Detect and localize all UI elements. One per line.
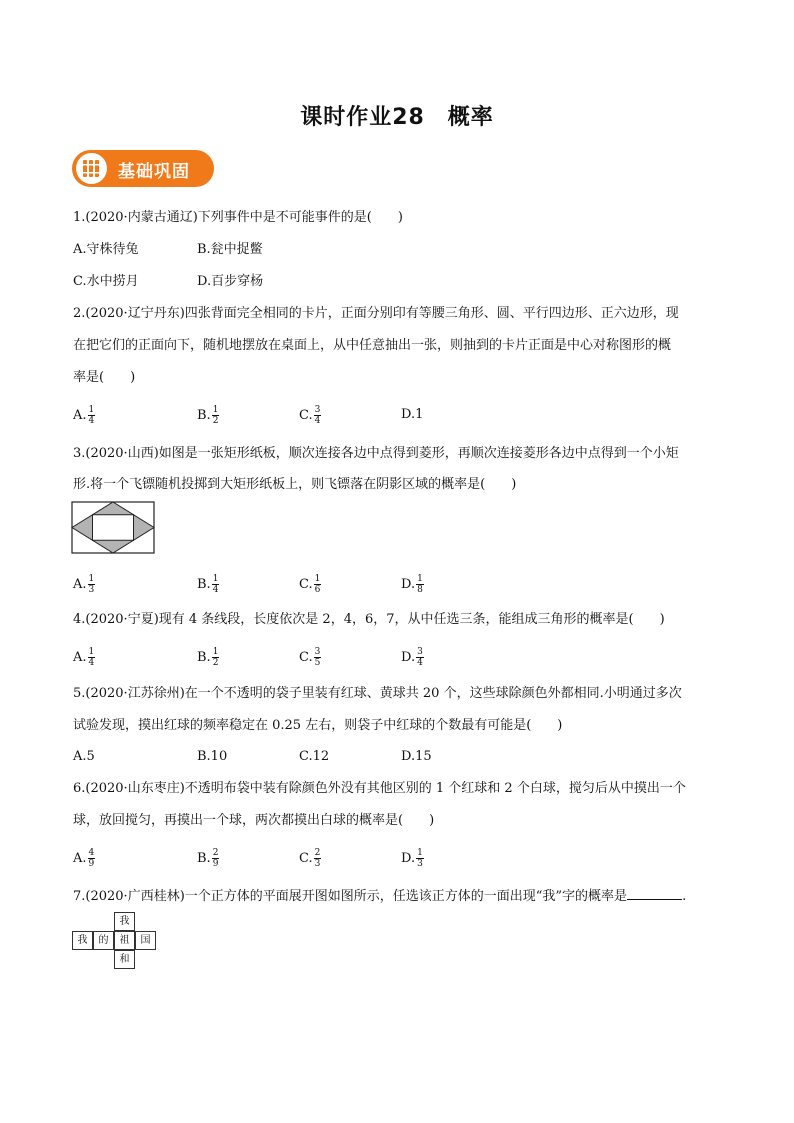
fraction bbox=[212, 574, 220, 595]
numerator: 4 bbox=[88, 848, 95, 858]
denominator: 4 bbox=[212, 585, 219, 595]
option-letter: B. bbox=[197, 577, 211, 592]
numerator: 3 bbox=[314, 647, 321, 657]
q2-option-b bbox=[197, 405, 219, 426]
q2-option-c bbox=[299, 405, 321, 426]
net-cell-row-1: 我 bbox=[72, 931, 93, 950]
fraction bbox=[416, 574, 424, 595]
q1-option-d: D.百步穿杨 bbox=[197, 274, 264, 289]
net-cell-bottom: 和 bbox=[114, 950, 135, 969]
option-letter: B. bbox=[197, 851, 211, 866]
fraction bbox=[314, 848, 322, 869]
fraction bbox=[88, 848, 96, 869]
q4-option-d bbox=[401, 647, 424, 668]
denominator: 6 bbox=[314, 585, 321, 595]
option-letter: C. bbox=[299, 408, 313, 423]
books-icon bbox=[76, 153, 107, 184]
option-letter: B. bbox=[197, 408, 211, 423]
q7-stem-end: . bbox=[682, 889, 687, 904]
denominator: 8 bbox=[417, 585, 423, 595]
q4-option-c bbox=[299, 647, 321, 668]
q5-stem-line-1: 5.(2020·江苏徐州)在一个不透明的袋子里装有红球、黄球共 20 个，这些球除颜色外都相同.小明通过多次 bbox=[73, 686, 682, 701]
q2-stem-line-1: 2.(2020·辽宁丹东)四张背面完全相同的卡片，正面分别印有等腰三角形、圆、平行四边形、正六边形，现 bbox=[73, 306, 679, 321]
q7-cube-net bbox=[72, 912, 156, 969]
denominator: 4 bbox=[417, 658, 423, 668]
q1-option-b: B.瓮中捉鳖 bbox=[197, 242, 263, 257]
numerator: 1 bbox=[88, 647, 95, 657]
q3-stem-line-2: 形.将一个飞镖随机投掷到大矩形纸板上，则飞镖落在阴影区域的概率是( ) bbox=[73, 477, 517, 492]
option-letter: D. bbox=[401, 851, 416, 866]
numerator: 1 bbox=[212, 405, 219, 415]
denominator: 3 bbox=[417, 859, 423, 869]
q5-option-d: D.15 bbox=[401, 749, 432, 764]
denominator: 4 bbox=[314, 416, 321, 426]
option-letter: C. bbox=[299, 851, 313, 866]
option-letter: C. bbox=[299, 650, 313, 665]
net-cell-row-4: 国 bbox=[135, 931, 156, 950]
q3-stem-line-1: 3.(2020·山西)如图是一张矩形纸板，顺次连接各边中点得到菱形，再顺次连接菱形各边中点得到一个小矩 bbox=[73, 446, 679, 461]
denominator: 5 bbox=[314, 658, 321, 668]
q3-option-c bbox=[299, 574, 321, 595]
answer-blank bbox=[627, 887, 682, 900]
numerator: 1 bbox=[417, 848, 423, 858]
fraction bbox=[88, 647, 96, 668]
fraction bbox=[416, 647, 424, 668]
fraction bbox=[88, 574, 96, 595]
denominator: 3 bbox=[88, 585, 95, 595]
denominator: 4 bbox=[88, 658, 95, 668]
q3-option-a bbox=[73, 574, 95, 595]
q2-option-a bbox=[73, 405, 95, 426]
section-badge-label: 基础巩固 bbox=[118, 162, 190, 182]
denominator: 2 bbox=[212, 658, 219, 668]
q4-stem: 4.(2020·宁夏)现有 4 条线段，长度依次是 2，4，6，7，从中任选三条，能组成三角形的概率是( ) bbox=[73, 612, 665, 627]
denominator: 9 bbox=[212, 859, 219, 869]
fraction bbox=[314, 574, 322, 595]
numerator: 2 bbox=[212, 848, 219, 858]
fraction bbox=[314, 405, 322, 426]
numerator: 1 bbox=[212, 574, 219, 584]
q6-option-a bbox=[73, 848, 95, 869]
net-cell-top: 我 bbox=[114, 912, 135, 931]
fraction bbox=[212, 405, 220, 426]
q4-option-b bbox=[197, 647, 219, 668]
fraction bbox=[212, 647, 220, 668]
q5-stem-line-2: 试验发现，摸出红球的频率稳定在 0.25 左右，则袋子中红球的个数最有可能是( ) bbox=[73, 718, 563, 733]
fraction bbox=[88, 405, 96, 426]
numerator: 2 bbox=[314, 848, 321, 858]
fraction bbox=[416, 848, 424, 869]
numerator: 1 bbox=[314, 574, 321, 584]
q5-option-c: C.12 bbox=[299, 749, 330, 764]
denominator: 3 bbox=[314, 859, 321, 869]
q2-option-d: D.1 bbox=[401, 407, 424, 422]
q2-stem-line-2: 在把它们的正面向下，随机地摆放在桌面上，从中任意抽出一张，则抽到的卡片正面是中心对称图形的概 bbox=[73, 338, 672, 353]
q3-option-b bbox=[197, 574, 219, 595]
numerator: 1 bbox=[417, 574, 423, 584]
q4-option-a bbox=[73, 647, 95, 668]
denominator: 9 bbox=[88, 859, 95, 869]
numerator: 1 bbox=[88, 405, 95, 415]
numerator: 1 bbox=[212, 647, 219, 657]
option-letter: C. bbox=[299, 577, 313, 592]
fraction bbox=[212, 848, 220, 869]
numerator: 1 bbox=[88, 574, 95, 584]
denominator: 4 bbox=[88, 416, 95, 426]
q6-option-b bbox=[197, 848, 219, 869]
q7-stem-text: 7.(2020·广西桂林)一个正方体的平面展开图如图所示，任选该正方体的一面出现“我”字的概率是 bbox=[73, 889, 628, 904]
option-letter: A. bbox=[73, 577, 87, 592]
numerator: 3 bbox=[417, 647, 423, 657]
q6-option-c bbox=[299, 848, 321, 869]
option-letter: D. bbox=[401, 650, 416, 665]
option-letter: A. bbox=[73, 408, 87, 423]
q7-stem bbox=[73, 887, 686, 906]
option-letter: A. bbox=[73, 851, 87, 866]
q1-option-c: C.水中捞月 bbox=[73, 274, 139, 289]
q1-stem: 1.(2020·内蒙古通辽)下列事件中是不可能事件的是( ) bbox=[73, 210, 403, 225]
q3-option-d bbox=[401, 574, 424, 595]
q1-option-a: A.守株待兔 bbox=[73, 242, 139, 257]
denominator: 2 bbox=[212, 416, 219, 426]
net-cell-row-3: 祖 bbox=[114, 931, 135, 950]
q5-option-b: B.10 bbox=[197, 749, 228, 764]
q6-stem-line-1: 6.(2020·山东枣庄)不透明布袋中装有除颜色外没有其他区别的 1 个红球和 2 个白球，搅匀后从中摸出一个 bbox=[73, 781, 686, 796]
fraction bbox=[314, 647, 322, 668]
page-title: 课时作业28 概率 bbox=[300, 105, 494, 130]
numerator: 3 bbox=[314, 405, 321, 415]
q3-figure-rectangle-rhombus bbox=[71, 501, 155, 554]
option-letter: D. bbox=[401, 577, 416, 592]
q5-option-a: A.5 bbox=[73, 749, 95, 764]
q6-option-d bbox=[401, 848, 424, 869]
q2-stem-line-3: 率是( ) bbox=[73, 370, 136, 385]
option-letter: A. bbox=[73, 650, 87, 665]
q6-stem-line-2: 球，放回搅匀，再摸出一个球，两次都摸出白球的概率是( ) bbox=[73, 813, 435, 828]
option-letter: B. bbox=[197, 650, 211, 665]
net-cell-row-2: 的 bbox=[93, 931, 114, 950]
section-badge bbox=[72, 150, 214, 187]
